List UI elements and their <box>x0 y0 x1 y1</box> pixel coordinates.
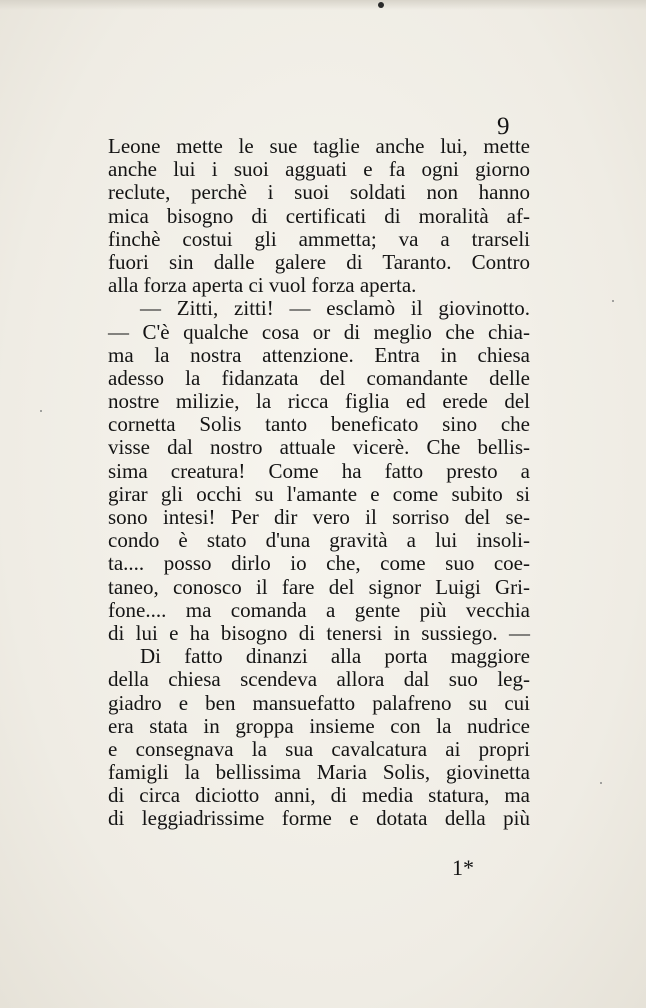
text-line: mica bisogno di certificati di moralità af- <box>108 203 530 228</box>
paper-speck <box>612 300 614 302</box>
text-line: reclute, perchè i suoi soldati non hanno <box>108 180 530 205</box>
text-line: fuori sin dalle galere di Taranto. Contro <box>108 249 530 274</box>
paper-speck <box>40 410 42 412</box>
text-line: cornetta Solis tanto beneficato sino che <box>108 412 530 437</box>
text-line: nostre milizie, la ricca figlia ed erede del <box>108 389 530 414</box>
text-line: Di fatto dinanzi alla porta maggiore <box>140 644 530 669</box>
text-line: giadro e ben mansuefatto palafreno su cui <box>108 690 530 715</box>
text-line: di lui e ha bisogno di tenersi in sussiego. — <box>108 620 530 645</box>
signature-mark: 1* <box>452 855 474 880</box>
text-line: — Zitti, zitti! — esclamò il giovinotto. <box>140 296 530 321</box>
text-line: condo è stato d'una gravità a lui insoli- <box>108 528 530 553</box>
text-line: era stata in groppa insieme con la nudrice <box>108 713 530 738</box>
text-line: della chiesa scendeva allora dal suo leg- <box>108 667 530 692</box>
text-line: famigli la bellissima Maria Solis, giovinetta <box>108 760 530 785</box>
text-line: — C'è qualche cosa or di meglio che chia- <box>108 319 530 344</box>
text-line: ta.... posso dirlo io che, come suo coe- <box>108 551 530 576</box>
text-line: e consegnava la sua cavalcatura ai propri <box>108 736 530 761</box>
text-line: ma la nostra attenzione. Entra in chiesa <box>108 342 530 367</box>
text-line: adesso la fidanzata del comandante delle <box>108 365 530 390</box>
body-text <box>108 135 530 831</box>
text-line: di circa diciotto anni, di media statura, ma <box>108 783 530 808</box>
page-number: 9 <box>497 113 510 140</box>
paper-speck <box>600 782 602 784</box>
text-line: anche lui i suoi agguati e fa ogni giorno <box>108 157 530 182</box>
page-top-edge <box>0 0 646 10</box>
text-line: alla forza aperta ci vuol forza aperta. <box>108 273 417 298</box>
text-line: finchè costui gli ammetta; va a trarseli <box>108 226 530 251</box>
text-line: di leggiadrissime forme e dotata della più <box>108 806 530 831</box>
text-line: Leone mette le sue taglie anche lui, mette <box>108 134 530 158</box>
text-line: taneo, conosco il fare del signor Luigi Gri- <box>108 574 530 599</box>
ink-dot <box>378 2 384 8</box>
text-line: sima creatura! Come ha fatto presto a <box>108 458 530 483</box>
text-line: girar gli occhi su l'amante e come subito si <box>108 481 530 506</box>
text-line: sono intesi! Per dir vero il sorriso del se- <box>108 505 530 529</box>
text-line: visse dal nostro attuale vicerè. Che bellis- <box>108 435 530 460</box>
text-line: fone.... ma comanda a gente più vecchia <box>108 597 530 622</box>
